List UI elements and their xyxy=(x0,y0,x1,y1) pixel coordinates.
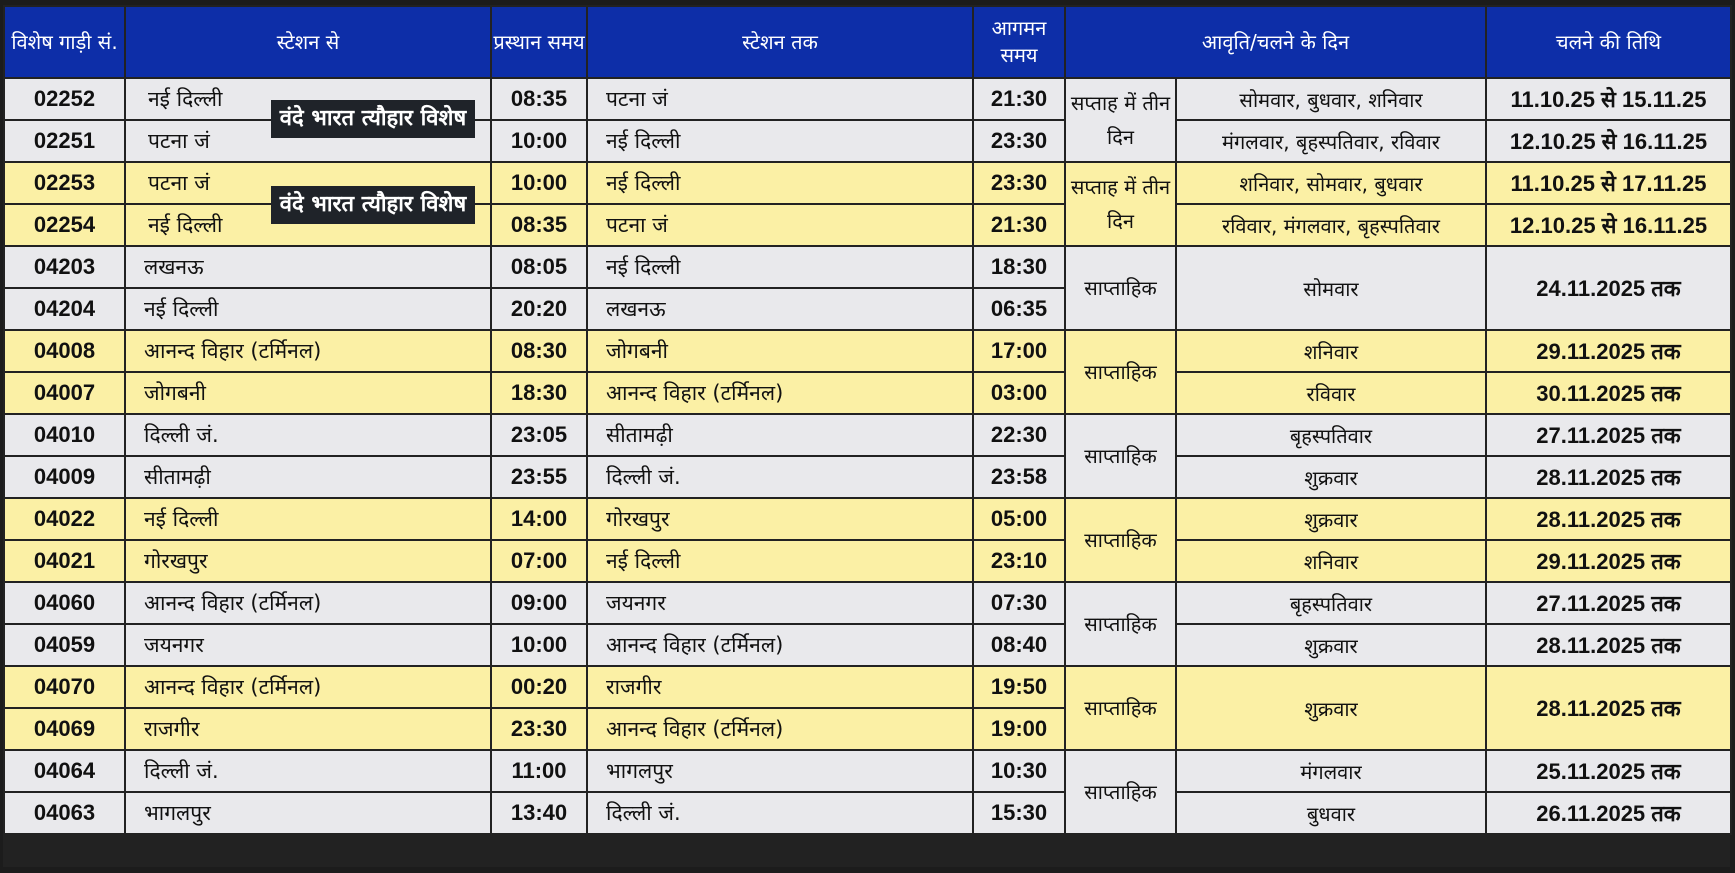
train-schedule-frame xyxy=(3,5,1730,867)
vande-bharat-badge: वंदे भारत त्यौहार विशेष xyxy=(271,186,475,224)
table-row xyxy=(4,372,1731,414)
run-date: 28.11.2025 तक xyxy=(1486,624,1731,666)
run-date: 28.11.2025 तक xyxy=(1486,456,1731,498)
run-days: रविवार, मंगलवार, बृहस्पतिवार xyxy=(1176,204,1486,246)
table-row xyxy=(4,666,1731,708)
from-station: राजगीर xyxy=(125,708,491,750)
header-train-no: विशेष गाड़ी सं. xyxy=(4,6,125,78)
to-station: जयनगर xyxy=(587,582,973,624)
vande-bharat-badge: वंदे भारत त्यौहार विशेष xyxy=(271,100,475,138)
run-date: 30.11.2025 तक xyxy=(1486,372,1731,414)
frequency: साप्ताहिक xyxy=(1065,582,1176,666)
departure-time: 08:35 xyxy=(491,78,587,120)
from-station: गोरखपुर xyxy=(125,540,491,582)
to-station: आनन्द विहार (टर्मिनल) xyxy=(587,624,973,666)
header-departure: प्रस्थान समय xyxy=(491,6,587,78)
from-station-name: नई दिल्ली xyxy=(148,87,223,111)
departure-time: 10:00 xyxy=(491,162,587,204)
table-header-row xyxy=(4,6,1731,78)
header-from-station: स्टेशन से xyxy=(125,6,491,78)
arrival-time: 19:50 xyxy=(973,666,1065,708)
arrival-time: 19:00 xyxy=(973,708,1065,750)
from-station: आनन्द विहार (टर्मिनल) xyxy=(125,582,491,624)
run-days: बृहस्पतिवार xyxy=(1176,582,1486,624)
from-station xyxy=(125,78,491,131)
train-number: 04069 xyxy=(4,708,125,750)
to-station: जोगबनी xyxy=(587,330,973,372)
departure-time: 23:30 xyxy=(491,708,587,750)
from-station: नई दिल्ली xyxy=(125,288,491,330)
run-date: 27.11.2025 तक xyxy=(1486,414,1731,456)
to-station: नई दिल्ली xyxy=(587,540,973,582)
frequency: साप्ताहिक xyxy=(1065,330,1176,414)
run-days: सोमवार, बुधवार, शनिवार xyxy=(1176,78,1486,120)
frequency: साप्ताहिक xyxy=(1065,498,1176,582)
from-station: जोगबनी xyxy=(125,372,491,414)
run-date: 26.11.2025 तक xyxy=(1486,792,1731,834)
run-days: बृहस्पतिवार xyxy=(1176,414,1486,456)
from-station xyxy=(125,162,491,217)
from-station: आनन्द विहार (टर्मिनल) xyxy=(125,666,491,708)
train-number: 04059 xyxy=(4,624,125,666)
frequency: साप्ताहिक xyxy=(1065,750,1176,834)
arrival-time: 23:30 xyxy=(973,120,1065,162)
departure-time: 13:40 xyxy=(491,792,587,834)
from-station: सीतामढ़ी xyxy=(125,456,491,498)
run-date: 11.10.25 से 15.11.25 xyxy=(1486,78,1731,120)
arrival-time: 06:35 xyxy=(973,288,1065,330)
from-station: नई दिल्ली xyxy=(125,204,491,246)
departure-time: 09:00 xyxy=(491,582,587,624)
run-days: मंगलवार xyxy=(1176,750,1486,792)
run-date: 28.11.2025 तक xyxy=(1486,666,1731,750)
departure-time: 11:00 xyxy=(491,750,587,792)
departure-time: 23:05 xyxy=(491,414,587,456)
departure-time: 07:00 xyxy=(491,540,587,582)
header-date: चलने की तिथि xyxy=(1486,6,1731,78)
train-number: 04204 xyxy=(4,288,125,330)
to-station: आनन्द विहार (टर्मिनल) xyxy=(587,708,973,750)
departure-time: 08:30 xyxy=(491,330,587,372)
run-date: 27.11.2025 तक xyxy=(1486,582,1731,624)
train-number: 02252 xyxy=(4,78,125,120)
train-number: 04008 xyxy=(4,330,125,372)
run-date: 12.10.25 से 16.11.25 xyxy=(1486,120,1731,162)
run-days: शुक्रवार xyxy=(1176,666,1486,750)
arrival-time: 22:30 xyxy=(973,414,1065,456)
arrival-time: 23:58 xyxy=(973,456,1065,498)
arrival-time: 23:30 xyxy=(973,162,1065,204)
to-station: नई दिल्ली xyxy=(587,120,973,162)
departure-time: 20:20 xyxy=(491,288,587,330)
arrival-time: 05:00 xyxy=(973,498,1065,540)
departure-time: 08:35 xyxy=(491,204,587,246)
train-number: 02253 xyxy=(4,162,125,204)
from-station: पटना जं xyxy=(125,120,491,162)
table-row xyxy=(4,246,1731,288)
run-days: शुक्रवार xyxy=(1176,456,1486,498)
run-days: शनिवार xyxy=(1176,540,1486,582)
train-number: 04007 xyxy=(4,372,125,414)
arrival-time: 21:30 xyxy=(973,204,1065,246)
run-date: 11.10.25 से 17.11.25 xyxy=(1486,162,1731,204)
train-number: 04022 xyxy=(4,498,125,540)
run-days: शुक्रवार xyxy=(1176,624,1486,666)
from-station: आनन्द विहार (टर्मिनल) xyxy=(125,330,491,372)
from-station: लखनऊ xyxy=(125,246,491,288)
frequency: साप्ताहिक xyxy=(1065,666,1176,750)
run-days: शनिवार, सोमवार, बुधवार xyxy=(1176,162,1486,204)
to-station: राजगीर xyxy=(587,666,973,708)
train-number: 04060 xyxy=(4,582,125,624)
to-station: भागलपुर xyxy=(587,750,973,792)
header-arrival: आगमन समय xyxy=(973,6,1065,78)
run-date: 29.11.2025 तक xyxy=(1486,540,1731,582)
to-station: लखनऊ xyxy=(587,288,973,330)
train-number: 04021 xyxy=(4,540,125,582)
table-row xyxy=(4,330,1731,372)
table-row xyxy=(4,750,1731,792)
table-row xyxy=(4,204,1731,246)
run-days: मंगलवार, बृहस्पतिवार, रविवार xyxy=(1176,120,1486,162)
from-station: भागलपुर xyxy=(125,792,491,834)
run-days: शनिवार xyxy=(1176,330,1486,372)
departure-time: 10:00 xyxy=(491,120,587,162)
to-station: गोरखपुर xyxy=(587,498,973,540)
train-number: 02251 xyxy=(4,120,125,162)
to-station: नई दिल्ली xyxy=(587,162,973,204)
departure-time: 00:20 xyxy=(491,666,587,708)
frequency: साप्ताहिक xyxy=(1065,414,1176,498)
arrival-time: 18:30 xyxy=(973,246,1065,288)
to-station: दिल्ली जं. xyxy=(587,792,973,834)
frequency: सप्ताह में तीन दिन xyxy=(1065,162,1176,246)
table-row xyxy=(4,540,1731,582)
run-days: शुक्रवार xyxy=(1176,498,1486,540)
run-days: बुधवार xyxy=(1176,792,1486,834)
header-to-station: स्टेशन तक xyxy=(587,6,973,78)
train-number: 04064 xyxy=(4,750,125,792)
table-row xyxy=(4,414,1731,456)
run-date: 25.11.2025 तक xyxy=(1486,750,1731,792)
table-row xyxy=(4,582,1731,624)
from-station: दिल्ली जं. xyxy=(125,750,491,792)
run-days: रविवार xyxy=(1176,372,1486,414)
table-row xyxy=(4,792,1731,834)
to-station: नई दिल्ली xyxy=(587,246,973,288)
frequency: साप्ताहिक xyxy=(1065,246,1176,330)
run-date: 24.11.2025 तक xyxy=(1486,246,1731,330)
special-trains-table xyxy=(3,5,1732,835)
arrival-time: 03:00 xyxy=(973,372,1065,414)
table-row xyxy=(4,624,1731,666)
arrival-time: 15:30 xyxy=(973,792,1065,834)
arrival-time: 10:30 xyxy=(973,750,1065,792)
train-number: 04010 xyxy=(4,414,125,456)
frequency: सप्ताह में तीन दिन xyxy=(1065,78,1176,162)
departure-time: 10:00 xyxy=(491,624,587,666)
departure-time: 18:30 xyxy=(491,372,587,414)
to-station: पटना जं xyxy=(587,78,973,120)
train-number: 04070 xyxy=(4,666,125,708)
train-number: 04009 xyxy=(4,456,125,498)
from-station: जयनगर xyxy=(125,624,491,666)
departure-time: 08:05 xyxy=(491,246,587,288)
run-days: सोमवार xyxy=(1176,246,1486,330)
table-row xyxy=(4,456,1731,498)
train-number: 04063 xyxy=(4,792,125,834)
table-row xyxy=(4,120,1731,162)
arrival-time: 08:40 xyxy=(973,624,1065,666)
table-row xyxy=(4,78,1731,120)
header-frequency: आवृति/चलने के दिन xyxy=(1065,6,1486,78)
departure-time: 23:55 xyxy=(491,456,587,498)
from-station: दिल्ली जं. xyxy=(125,414,491,456)
run-date: 12.10.25 से 16.11.25 xyxy=(1486,204,1731,246)
arrival-time: 23:10 xyxy=(973,540,1065,582)
run-date: 28.11.2025 तक xyxy=(1486,498,1731,540)
to-station: पटना जं xyxy=(587,204,973,246)
arrival-time: 07:30 xyxy=(973,582,1065,624)
departure-time: 14:00 xyxy=(491,498,587,540)
from-station-name: पटना जं xyxy=(148,171,210,195)
table-row xyxy=(4,162,1731,204)
arrival-time: 17:00 xyxy=(973,330,1065,372)
to-station: दिल्ली जं. xyxy=(587,456,973,498)
table-row xyxy=(4,498,1731,540)
to-station: आनन्द विहार (टर्मिनल) xyxy=(587,372,973,414)
to-station: सीतामढ़ी xyxy=(587,414,973,456)
run-date: 29.11.2025 तक xyxy=(1486,330,1731,372)
train-number: 02254 xyxy=(4,204,125,246)
from-station: नई दिल्ली xyxy=(125,498,491,540)
arrival-time: 21:30 xyxy=(973,78,1065,120)
train-number: 04203 xyxy=(4,246,125,288)
